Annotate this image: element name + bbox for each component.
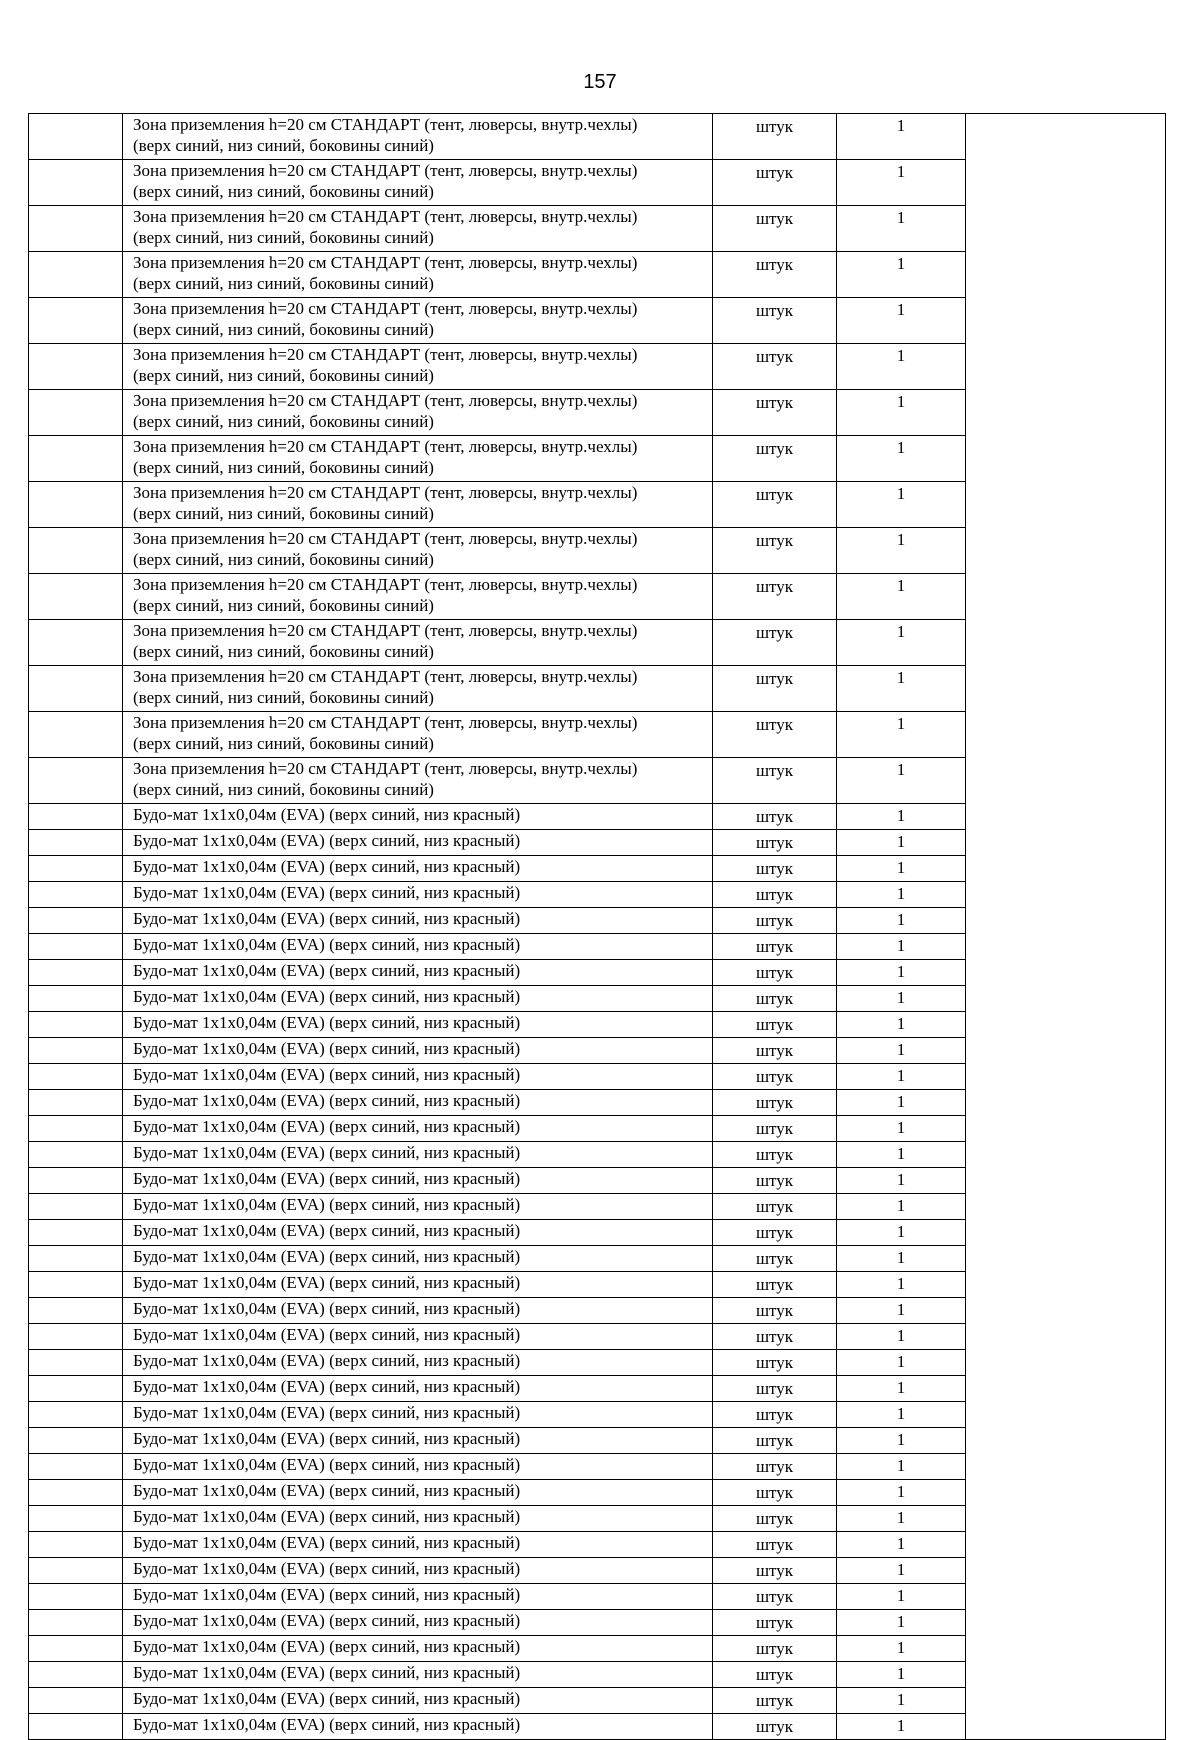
item-name-line: Будо-мат 1x1x0,04м (EVA) (верх синий, низ красный) bbox=[133, 1273, 521, 1292]
unit-cell: штук bbox=[713, 160, 837, 206]
item-name-cell bbox=[123, 856, 713, 882]
unit-cell: штук bbox=[713, 298, 837, 344]
quantity-cell: 1 bbox=[837, 1090, 966, 1116]
quantity-cell: 1 bbox=[837, 390, 966, 436]
unit-cell: штук bbox=[713, 1116, 837, 1142]
unit-cell: штук bbox=[713, 1636, 837, 1662]
quantity-cell: 1 bbox=[837, 1584, 966, 1610]
quantity-cell: 1 bbox=[837, 1220, 966, 1246]
specification-table bbox=[28, 113, 1166, 1740]
quantity-cell: 1 bbox=[837, 620, 966, 666]
item-name-line: Будо-мат 1x1x0,04м (EVA) (верх синий, низ красный) bbox=[133, 987, 521, 1006]
quantity-cell: 1 bbox=[837, 1194, 966, 1220]
row-number-cell bbox=[29, 1064, 123, 1090]
item-name-line: Будо-мат 1x1x0,04м (EVA) (верх синий, низ красный) bbox=[133, 1481, 521, 1500]
quantity-cell: 1 bbox=[837, 1038, 966, 1064]
item-name-cell bbox=[123, 1480, 713, 1506]
row-number-cell bbox=[29, 758, 123, 804]
item-name-cell bbox=[123, 1402, 713, 1428]
quantity-cell: 1 bbox=[837, 1116, 966, 1142]
unit-cell: штук bbox=[713, 1090, 837, 1116]
quantity-cell: 1 bbox=[837, 1324, 966, 1350]
item-name-cell bbox=[123, 1090, 713, 1116]
unit-cell: штук bbox=[713, 1532, 837, 1558]
row-number-cell bbox=[29, 1324, 123, 1350]
unit-cell: штук bbox=[713, 436, 837, 482]
item-name-line: Будо-мат 1x1x0,04м (EVA) (верх синий, низ красный) bbox=[133, 909, 521, 928]
item-name-cell bbox=[123, 1350, 713, 1376]
item-name-line: Будо-мат 1x1x0,04м (EVA) (верх синий, низ красный) bbox=[133, 1533, 521, 1552]
quantity-cell: 1 bbox=[837, 1168, 966, 1194]
row-number-cell bbox=[29, 1688, 123, 1714]
unit-cell: штук bbox=[713, 114, 837, 160]
item-name-cell bbox=[123, 908, 713, 934]
item-name-line: (верх синий, низ синий, боковины синий) bbox=[133, 366, 434, 385]
item-name-line: Будо-мат 1x1x0,04м (EVA) (верх синий, низ красный) bbox=[133, 1221, 521, 1240]
quantity-cell: 1 bbox=[837, 482, 966, 528]
item-name-cell bbox=[123, 1298, 713, 1324]
unit-cell: штук bbox=[713, 1272, 837, 1298]
unit-cell: штук bbox=[713, 1194, 837, 1220]
quantity-cell: 1 bbox=[837, 1558, 966, 1584]
quantity-cell: 1 bbox=[837, 298, 966, 344]
unit-cell: штук bbox=[713, 1246, 837, 1272]
unit-cell: штук bbox=[713, 1064, 837, 1090]
unit-cell: штук bbox=[713, 1610, 837, 1636]
unit-cell: штук bbox=[713, 804, 837, 830]
row-number-cell bbox=[29, 1480, 123, 1506]
item-name-line: Будо-мат 1x1x0,04м (EVA) (верх синий, низ красный) bbox=[133, 805, 521, 824]
row-number-cell bbox=[29, 666, 123, 712]
row-number-cell bbox=[29, 1428, 123, 1454]
quantity-cell: 1 bbox=[837, 1012, 966, 1038]
unit-cell: штук bbox=[713, 758, 837, 804]
item-name-cell bbox=[123, 1194, 713, 1220]
item-name-cell bbox=[123, 344, 713, 390]
quantity-cell: 1 bbox=[837, 856, 966, 882]
item-name-cell bbox=[123, 1428, 713, 1454]
row-number-cell bbox=[29, 934, 123, 960]
quantity-cell: 1 bbox=[837, 344, 966, 390]
row-number-cell bbox=[29, 344, 123, 390]
item-name-cell bbox=[123, 1116, 713, 1142]
item-name-line: Будо-мат 1x1x0,04м (EVA) (верх синий, низ красный) bbox=[133, 1351, 521, 1370]
item-name-line: Будо-мат 1x1x0,04м (EVA) (верх синий, низ красный) bbox=[133, 1689, 521, 1708]
item-name-line: Зона приземления h=20 см СТАНДАРТ (тент, люверсы, внутр.чехлы) bbox=[133, 161, 638, 180]
quantity-cell: 1 bbox=[837, 712, 966, 758]
item-name-line: (верх синий, низ синий, боковины синий) bbox=[133, 228, 434, 247]
item-name-line: (верх синий, низ синий, боковины синий) bbox=[133, 136, 434, 155]
unit-cell: штук bbox=[713, 1688, 837, 1714]
item-name-line: Будо-мат 1x1x0,04м (EVA) (верх синий, низ красный) bbox=[133, 1117, 521, 1136]
item-name-line: (верх синий, низ синий, боковины синий) bbox=[133, 504, 434, 523]
item-name-line: Зона приземления h=20 см СТАНДАРТ (тент, люверсы, внутр.чехлы) bbox=[133, 483, 638, 502]
row-number-cell bbox=[29, 298, 123, 344]
item-name-line: Будо-мат 1x1x0,04м (EVA) (верх синий, низ красный) bbox=[133, 1637, 521, 1656]
unit-cell: штук bbox=[713, 1662, 837, 1688]
item-name-line: Зона приземления h=20 см СТАНДАРТ (тент, люверсы, внутр.чехлы) bbox=[133, 207, 638, 226]
item-name-cell bbox=[123, 1220, 713, 1246]
specification-table-body bbox=[29, 114, 1166, 1740]
item-name-line: Будо-мат 1x1x0,04м (EVA) (верх синий, низ красный) bbox=[133, 1585, 521, 1604]
quantity-cell: 1 bbox=[837, 1714, 966, 1740]
quantity-cell: 1 bbox=[837, 1610, 966, 1636]
item-name-line: Будо-мат 1x1x0,04м (EVA) (верх синий, низ красный) bbox=[133, 831, 521, 850]
item-name-line: Будо-мат 1x1x0,04м (EVA) (верх синий, низ красный) bbox=[133, 1039, 521, 1058]
item-name-line: (верх синий, низ синий, боковины синий) bbox=[133, 320, 434, 339]
unit-cell: штук bbox=[713, 1142, 837, 1168]
item-name-line: Будо-мат 1x1x0,04м (EVA) (верх синий, низ красный) bbox=[133, 883, 521, 902]
unit-cell: штук bbox=[713, 986, 837, 1012]
item-name-line: Будо-мат 1x1x0,04м (EVA) (верх синий, низ красный) bbox=[133, 1195, 521, 1214]
quantity-cell: 1 bbox=[837, 1454, 966, 1480]
row-number-cell bbox=[29, 1272, 123, 1298]
item-name-cell bbox=[123, 1610, 713, 1636]
unit-cell: штук bbox=[713, 1038, 837, 1064]
item-name-cell bbox=[123, 206, 713, 252]
quantity-cell: 1 bbox=[837, 1402, 966, 1428]
item-name-cell bbox=[123, 390, 713, 436]
item-name-line: Зона приземления h=20 см СТАНДАРТ (тент, люверсы, внутр.чехлы) bbox=[133, 575, 638, 594]
row-number-cell bbox=[29, 1012, 123, 1038]
item-name-cell bbox=[123, 1324, 713, 1350]
unit-cell: штук bbox=[713, 620, 837, 666]
item-name-line: Будо-мат 1x1x0,04м (EVA) (верх синий, низ красный) bbox=[133, 1143, 521, 1162]
item-name-line: (верх синий, низ синий, боковины синий) bbox=[133, 182, 434, 201]
quantity-cell: 1 bbox=[837, 1272, 966, 1298]
item-name-cell bbox=[123, 1142, 713, 1168]
item-name-cell bbox=[123, 1636, 713, 1662]
item-name-line: (верх синий, низ синий, боковины синий) bbox=[133, 780, 434, 799]
item-name-line: Будо-мат 1x1x0,04м (EVA) (верх синий, низ красный) bbox=[133, 961, 521, 980]
row-number-cell bbox=[29, 1168, 123, 1194]
quantity-cell: 1 bbox=[837, 1636, 966, 1662]
quantity-cell: 1 bbox=[837, 114, 966, 160]
item-name-cell bbox=[123, 574, 713, 620]
quantity-cell: 1 bbox=[837, 934, 966, 960]
item-name-cell bbox=[123, 986, 713, 1012]
item-name-line: Зона приземления h=20 см СТАНДАРТ (тент, люверсы, внутр.чехлы) bbox=[133, 621, 638, 640]
item-name-cell bbox=[123, 830, 713, 856]
item-name-line: Будо-мат 1x1x0,04м (EVA) (верх синий, низ красный) bbox=[133, 1507, 521, 1526]
quantity-cell: 1 bbox=[837, 160, 966, 206]
unit-cell: штук bbox=[713, 1454, 837, 1480]
quantity-cell: 1 bbox=[837, 206, 966, 252]
row-number-cell bbox=[29, 574, 123, 620]
row-number-cell bbox=[29, 620, 123, 666]
unit-cell: штук bbox=[713, 1376, 837, 1402]
unit-cell: штук bbox=[713, 1298, 837, 1324]
quantity-cell: 1 bbox=[837, 1246, 966, 1272]
row-number-cell bbox=[29, 986, 123, 1012]
quantity-cell: 1 bbox=[837, 1298, 966, 1324]
quantity-cell: 1 bbox=[837, 1428, 966, 1454]
quantity-cell: 1 bbox=[837, 1532, 966, 1558]
row-number-cell bbox=[29, 712, 123, 758]
unit-cell: штук bbox=[713, 1558, 837, 1584]
quantity-cell: 1 bbox=[837, 252, 966, 298]
row-number-cell bbox=[29, 1220, 123, 1246]
unit-cell: штук bbox=[713, 574, 837, 620]
item-name-cell bbox=[123, 1506, 713, 1532]
item-name-cell bbox=[123, 160, 713, 206]
row-number-cell bbox=[29, 390, 123, 436]
item-name-cell bbox=[123, 1714, 713, 1740]
item-name-cell bbox=[123, 1454, 713, 1480]
item-name-line: Будо-мат 1x1x0,04м (EVA) (верх синий, низ красный) bbox=[133, 1013, 521, 1032]
item-name-cell bbox=[123, 298, 713, 344]
quantity-cell: 1 bbox=[837, 666, 966, 712]
row-number-cell bbox=[29, 482, 123, 528]
item-name-cell bbox=[123, 482, 713, 528]
item-name-line: (верх синий, низ синий, боковины синий) bbox=[133, 734, 434, 753]
quantity-cell: 1 bbox=[837, 986, 966, 1012]
item-name-line: Будо-мат 1x1x0,04м (EVA) (верх синий, низ красный) bbox=[133, 1715, 521, 1734]
unit-cell: штук bbox=[713, 1324, 837, 1350]
row-number-cell bbox=[29, 1636, 123, 1662]
unit-cell: штук bbox=[713, 1350, 837, 1376]
item-name-cell bbox=[123, 1272, 713, 1298]
item-name-line: Будо-мат 1x1x0,04м (EVA) (верх синий, низ красный) bbox=[133, 1429, 521, 1448]
row-number-cell bbox=[29, 1194, 123, 1220]
row-number-cell bbox=[29, 1662, 123, 1688]
item-name-line: Будо-мат 1x1x0,04м (EVA) (верх синий, низ красный) bbox=[133, 935, 521, 954]
unit-cell: штук bbox=[713, 712, 837, 758]
row-number-cell bbox=[29, 856, 123, 882]
quantity-cell: 1 bbox=[837, 1688, 966, 1714]
row-number-cell bbox=[29, 1454, 123, 1480]
unit-cell: штук bbox=[713, 1220, 837, 1246]
item-name-line: Будо-мат 1x1x0,04м (EVA) (верх синий, низ красный) bbox=[133, 1325, 521, 1344]
quantity-cell: 1 bbox=[837, 1350, 966, 1376]
unit-cell: штук bbox=[713, 960, 837, 986]
item-name-line: Будо-мат 1x1x0,04м (EVA) (верх синий, низ красный) bbox=[133, 1091, 521, 1110]
item-name-line: Зона приземления h=20 см СТАНДАРТ (тент, люверсы, внутр.чехлы) bbox=[133, 713, 638, 732]
quantity-cell: 1 bbox=[837, 1064, 966, 1090]
quantity-cell: 1 bbox=[837, 882, 966, 908]
item-name-cell bbox=[123, 712, 713, 758]
row-number-cell bbox=[29, 1610, 123, 1636]
quantity-cell: 1 bbox=[837, 574, 966, 620]
row-number-cell bbox=[29, 160, 123, 206]
item-name-line: Будо-мат 1x1x0,04м (EVA) (верх синий, низ красный) bbox=[133, 1247, 521, 1266]
item-name-line: (верх синий, низ синий, боковины синий) bbox=[133, 642, 434, 661]
item-name-cell bbox=[123, 804, 713, 830]
item-name-line: Зона приземления h=20 см СТАНДАРТ (тент, люверсы, внутр.чехлы) bbox=[133, 115, 638, 134]
quantity-cell: 1 bbox=[837, 436, 966, 482]
row-number-cell bbox=[29, 436, 123, 482]
row-number-cell bbox=[29, 1116, 123, 1142]
unit-cell: штук bbox=[713, 206, 837, 252]
quantity-cell: 1 bbox=[837, 758, 966, 804]
row-number-cell bbox=[29, 1376, 123, 1402]
row-number-cell bbox=[29, 1298, 123, 1324]
item-name-line: Зона приземления h=20 см СТАНДАРТ (тент, люверсы, внутр.чехлы) bbox=[133, 667, 638, 686]
row-number-cell bbox=[29, 528, 123, 574]
item-name-cell bbox=[123, 1376, 713, 1402]
item-name-line: (верх синий, низ синий, боковины синий) bbox=[133, 458, 434, 477]
unit-cell: штук bbox=[713, 934, 837, 960]
unit-cell: штук bbox=[713, 908, 837, 934]
unit-cell: штук bbox=[713, 482, 837, 528]
unit-cell: штук bbox=[713, 390, 837, 436]
item-name-cell bbox=[123, 934, 713, 960]
item-name-cell bbox=[123, 1584, 713, 1610]
item-name-cell bbox=[123, 1012, 713, 1038]
quantity-cell: 1 bbox=[837, 804, 966, 830]
item-name-line: Будо-мат 1x1x0,04м (EVA) (верх синий, низ красный) bbox=[133, 1403, 521, 1422]
item-name-cell bbox=[123, 1168, 713, 1194]
unit-cell: штук bbox=[713, 1012, 837, 1038]
row-number-cell bbox=[29, 830, 123, 856]
row-number-cell bbox=[29, 1246, 123, 1272]
page-number: 157 bbox=[583, 71, 617, 93]
item-name-cell bbox=[123, 1558, 713, 1584]
item-name-line: (верх синий, низ синий, боковины синий) bbox=[133, 274, 434, 293]
item-name-line: Будо-мат 1x1x0,04м (EVA) (верх синий, низ красный) bbox=[133, 1663, 521, 1682]
row-number-cell bbox=[29, 206, 123, 252]
row-number-cell bbox=[29, 1038, 123, 1064]
row-number-cell bbox=[29, 908, 123, 934]
row-number-cell bbox=[29, 1402, 123, 1428]
unit-cell: штук bbox=[713, 666, 837, 712]
quantity-cell: 1 bbox=[837, 1376, 966, 1402]
row-number-cell bbox=[29, 882, 123, 908]
item-name-cell bbox=[123, 528, 713, 574]
item-name-line: Зона приземления h=20 см СТАНДАРТ (тент, люверсы, внутр.чехлы) bbox=[133, 299, 638, 318]
item-name-line: Будо-мат 1x1x0,04м (EVA) (верх синий, низ красный) bbox=[133, 1299, 521, 1318]
item-name-cell bbox=[123, 882, 713, 908]
item-name-cell bbox=[123, 436, 713, 482]
unit-cell: штук bbox=[713, 830, 837, 856]
quantity-cell: 1 bbox=[837, 1480, 966, 1506]
item-name-line: Будо-мат 1x1x0,04м (EVA) (верх синий, низ красный) bbox=[133, 857, 521, 876]
item-name-line: (верх синий, низ синий, боковины синий) bbox=[133, 596, 434, 615]
item-name-line: Будо-мат 1x1x0,04м (EVA) (верх синий, низ красный) bbox=[133, 1611, 521, 1630]
unit-cell: штук bbox=[713, 1714, 837, 1740]
row-number-cell bbox=[29, 1090, 123, 1116]
item-name-cell bbox=[123, 114, 713, 160]
item-name-cell bbox=[123, 1532, 713, 1558]
quantity-cell: 1 bbox=[837, 960, 966, 986]
item-name-line: Зона приземления h=20 см СТАНДАРТ (тент, люверсы, внутр.чехлы) bbox=[133, 437, 638, 456]
item-name-line: Зона приземления h=20 см СТАНДАРТ (тент, люверсы, внутр.чехлы) bbox=[133, 759, 638, 778]
unit-cell: штук bbox=[713, 252, 837, 298]
row-number-cell bbox=[29, 1506, 123, 1532]
row-number-cell bbox=[29, 804, 123, 830]
row-number-cell bbox=[29, 1142, 123, 1168]
quantity-cell: 1 bbox=[837, 528, 966, 574]
item-name-cell bbox=[123, 758, 713, 804]
item-name-line: Будо-мат 1x1x0,04м (EVA) (верх синий, низ красный) bbox=[133, 1559, 521, 1578]
note-cell bbox=[966, 114, 1166, 1740]
item-name-cell bbox=[123, 252, 713, 298]
item-name-cell bbox=[123, 1662, 713, 1688]
row-number-cell bbox=[29, 1558, 123, 1584]
item-name-line: Зона приземления h=20 см СТАНДАРТ (тент, люверсы, внутр.чехлы) bbox=[133, 253, 638, 272]
quantity-cell: 1 bbox=[837, 908, 966, 934]
item-name-line: (верх синий, низ синий, боковины синий) bbox=[133, 688, 434, 707]
row-number-cell bbox=[29, 1584, 123, 1610]
item-name-cell bbox=[123, 620, 713, 666]
item-name-cell bbox=[123, 1064, 713, 1090]
unit-cell: штук bbox=[713, 1480, 837, 1506]
unit-cell: штук bbox=[713, 1402, 837, 1428]
item-name-cell bbox=[123, 1038, 713, 1064]
unit-cell: штук bbox=[713, 1584, 837, 1610]
item-name-line: Зона приземления h=20 см СТАНДАРТ (тент, люверсы, внутр.чехлы) bbox=[133, 529, 638, 548]
quantity-cell: 1 bbox=[837, 830, 966, 856]
table-row bbox=[29, 114, 1166, 160]
unit-cell: штук bbox=[713, 1168, 837, 1194]
row-number-cell bbox=[29, 960, 123, 986]
item-name-cell bbox=[123, 1688, 713, 1714]
item-name-line: Будо-мат 1x1x0,04м (EVA) (верх синий, низ красный) bbox=[133, 1065, 521, 1084]
unit-cell: штук bbox=[713, 1506, 837, 1532]
row-number-cell bbox=[29, 252, 123, 298]
unit-cell: штук bbox=[713, 882, 837, 908]
row-number-cell bbox=[29, 1714, 123, 1740]
item-name-line: (верх синий, низ синий, боковины синий) bbox=[133, 550, 434, 569]
item-name-line: (верх синий, низ синий, боковины синий) bbox=[133, 412, 434, 431]
item-name-line: Будо-мат 1x1x0,04м (EVA) (верх синий, низ красный) bbox=[133, 1455, 521, 1474]
row-number-cell bbox=[29, 114, 123, 160]
unit-cell: штук bbox=[713, 528, 837, 574]
quantity-cell: 1 bbox=[837, 1142, 966, 1168]
item-name-cell bbox=[123, 1246, 713, 1272]
item-name-cell bbox=[123, 960, 713, 986]
item-name-line: Зона приземления h=20 см СТАНДАРТ (тент, люверсы, внутр.чехлы) bbox=[133, 391, 638, 410]
unit-cell: штук bbox=[713, 856, 837, 882]
item-name-line: Будо-мат 1x1x0,04м (EVA) (верх синий, низ красный) bbox=[133, 1169, 521, 1188]
unit-cell: штук bbox=[713, 1428, 837, 1454]
item-name-line: Будо-мат 1x1x0,04м (EVA) (верх синий, низ красный) bbox=[133, 1377, 521, 1396]
item-name-line: Зона приземления h=20 см СТАНДАРТ (тент, люверсы, внутр.чехлы) bbox=[133, 345, 638, 364]
item-name-cell bbox=[123, 666, 713, 712]
unit-cell: штук bbox=[713, 344, 837, 390]
row-number-cell bbox=[29, 1532, 123, 1558]
quantity-cell: 1 bbox=[837, 1506, 966, 1532]
quantity-cell: 1 bbox=[837, 1662, 966, 1688]
row-number-cell bbox=[29, 1350, 123, 1376]
